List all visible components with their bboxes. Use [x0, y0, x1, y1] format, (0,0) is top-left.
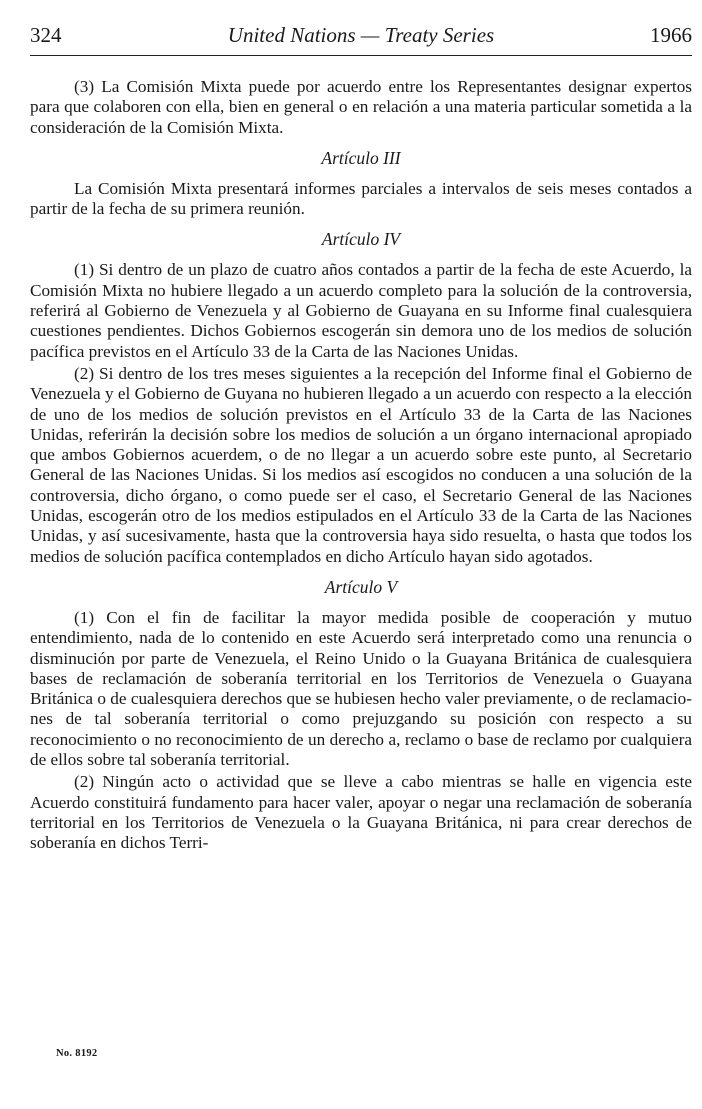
header-year: 1966: [650, 23, 692, 47]
paragraph-art5-2: (2) Ningún acto o actividad que se lleve a cabo mientras se halle en vigencia este Acuerdo constituirá fundamento para hacer valer, apoyar o negar una reclamación de soberanía territorial en los Territorios de Venezuela o la Guayana Británica, ni para crear derechos de soberanía en dichos Terri-: [30, 772, 692, 853]
article-heading-v: Artículo V: [324, 576, 398, 597]
paragraph-art2-3: (3) La Comisión Mixta puede por acuerdo entre los Representantes designar expertos para que colaboren con ella, bien en general o en relación a una materia particular sometida a la consideración de la Comisión Mixta.: [30, 77, 692, 137]
series-title: United Nations — Treaty Series: [227, 23, 495, 47]
document-body: [30, 77, 692, 854]
footer-treaty-number: No. 8192: [56, 1048, 98, 1059]
page-number: 324: [30, 23, 62, 47]
paragraph-art4-1: (1) Si dentro de un plazo de cuatro años contados a partir de la fecha de este Acuerdo, la Comisión Mixta no hubiere llegado a un acuerdo completo para la solución de la controversia, referirá al Gobierno de Venezuela y al Gobierno de Guayana en su Informe final cualesquiera cuestiones pendientes. Dichos Gobiernos escogerán sin demora uno de los medios de solución pacífica previstos en el Artículo 33 de la Carta de las Naciones Unidas.: [30, 260, 692, 361]
paragraph-art5-1: (1) Con el fin de facilitar la mayor medida posible de cooperación y mutuo entendimiento, nada de lo contenido en este Acuerdo será interpretado como una renuncia o disminución por parte de Venezuela, el Reino Unido o la Guayana Británica de cualesquiera bases de reclamación de soberanía territorial en los Territorios de Venezuela o Guayana Británica o de cualesquiera derechos que se hubiesen hecho valer previamente, o de reclamaciones de tal soberanía territorial o como prejuzgando su posición con respecto a su reconocimiento o no reconocimiento de un derecho a, reclamo o base de reclamo por cualquiera de ellos sobre tal soberanía territorial.: [30, 607, 692, 770]
running-header: [30, 18, 692, 52]
paragraph-art4-2: (2) Si dentro de los tres meses siguientes a la recepción del Informe final el Gobierno de Venezuela y el Gobierno de Guyana no hubieren llegado a un acuerdo con respecto a la elección de uno de los medios de solución previstos en el Artículo 33 de la Carta de las Naciones Unidas, referirán la decisión sobre los medios de solución a un órgano internacional apropiado que ambos Gobiernos acuerdem, o de no llegar a un acuerdo sobre este punto, al Secretario General de las Naciones Unidas. Si los medios así escogidos no conducen a una solución de la controversia, dicho órgano, o como puede ser el caso, el Secretario General de las Naciones Unidas, escogerán otro de los medios estipulados en el Artículo 33 de la Carta de las Naciones Unidas, y así sucesivamente, hasta que la controversia haya sido resuelta, o hasta que todos los medios de solución pacífica contemplados en dicho Artículo hayan sido agotados.: [30, 363, 692, 566]
document-page: [30, 18, 692, 856]
article-heading-iii: Artículo III: [321, 147, 401, 168]
paragraph-art3: La Comisión Mixta presentará informes parciales a intervalos de seis meses contados a partir de la fecha de su primera reunión.: [30, 178, 692, 219]
article-heading-iv: Artículo IV: [321, 229, 401, 250]
header-rule: [30, 55, 692, 56]
